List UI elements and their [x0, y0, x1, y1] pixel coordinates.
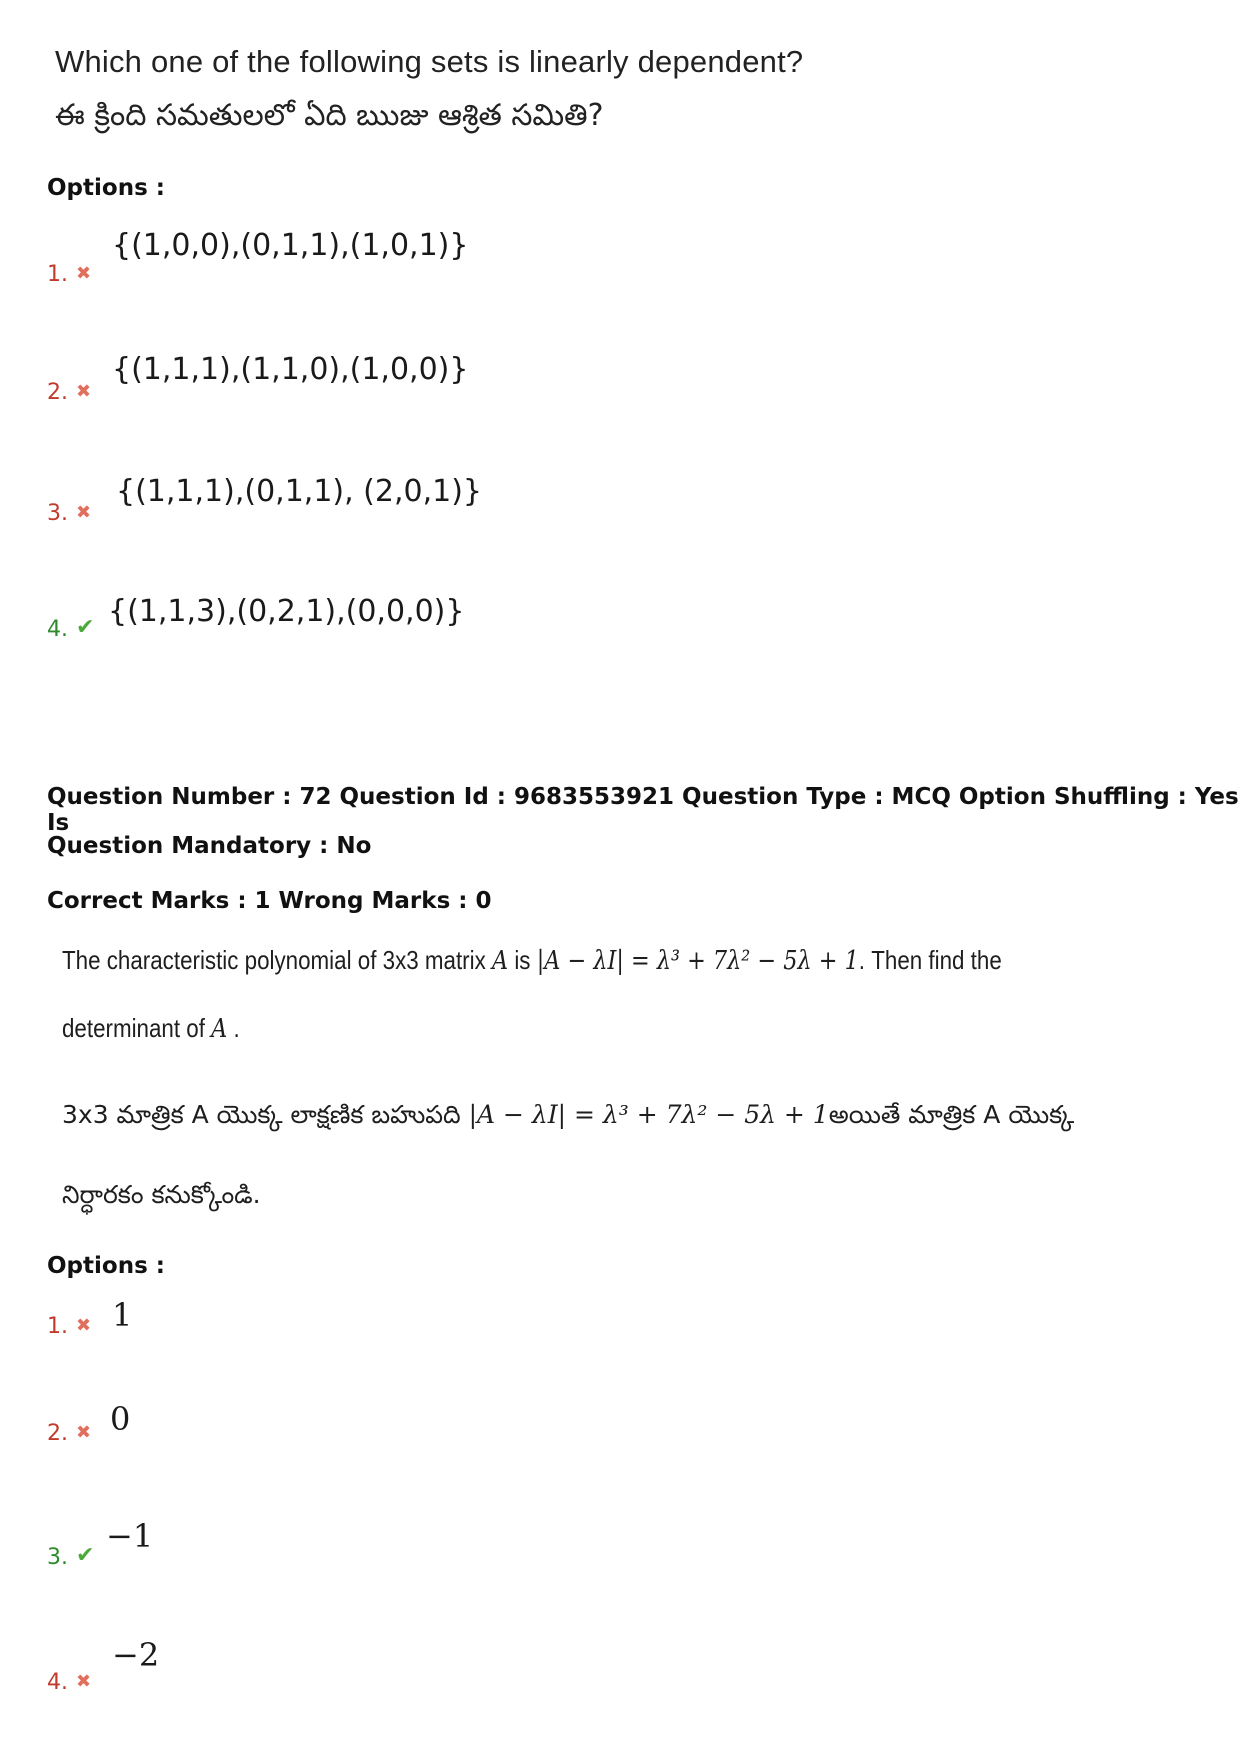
option-text: {(1,1,1),(0,1,1), (2,0,1)} [116, 474, 483, 509]
cross-icon: ✖ [76, 1315, 92, 1336]
option-row [47, 1543, 94, 1570]
option-number: 1. [47, 1314, 68, 1339]
cross-icon: ✖ [76, 502, 92, 523]
option-text: −2 [112, 1636, 160, 1674]
characteristic-equation: |A − λI| = λ³ + 7λ² − 5λ + 1 [468, 1100, 829, 1129]
option-row [47, 1421, 91, 1446]
option-row [47, 501, 91, 526]
math-variable: A [211, 1014, 228, 1044]
text-segment: అయితే మాత్రిక A యొక్క [828, 1100, 1075, 1129]
option-number: 4. [47, 1670, 68, 1695]
options-label: Options : [47, 1253, 165, 1279]
question-text-english-line2 [62, 1013, 240, 1044]
question-text-english-line1 [62, 945, 1002, 976]
option-row [47, 615, 94, 642]
text-segment: 3x3 మాత్రిక A యొక్క లాక్షణిక బహుపది [62, 1100, 469, 1129]
text-segment: The characteristic polynomial of 3x3 matrix [62, 945, 492, 975]
option-row [47, 380, 91, 405]
option-text: 1 [112, 1296, 133, 1334]
question-text-telugu-line2: నిర్ధారకం కనుక్కోండి. [62, 1180, 261, 1209]
option-text: {(1,1,1),(1,1,0),(1,0,0)} [112, 352, 469, 387]
question-meta: Question Number : 72 Question Id : 9683553921 Question Type : MCQ Option Shuffling : Yes Is [47, 784, 1239, 836]
option-row [47, 262, 91, 287]
question-text-telugu: ఈ క్రింది సమతులలో ఏది ఋజు ఆశ్రిత సమితి? [55, 98, 604, 133]
option-number: 3. [47, 501, 68, 526]
math-variable: A [491, 946, 509, 976]
option-number: 3. [47, 1545, 68, 1570]
option-text: 0 [110, 1400, 131, 1438]
cross-icon: ✖ [76, 263, 92, 284]
option-number: 2. [47, 1421, 68, 1446]
option-number: 1. [47, 262, 68, 287]
characteristic-equation: |A − λI| = λ³ + 7λ² − 5λ + 1 [536, 946, 859, 976]
question-mandatory: Question Mandatory : No [47, 833, 372, 859]
checkmark-icon: ✔ [76, 615, 95, 640]
option-row [47, 1670, 91, 1695]
text-segment: determinant of [62, 1013, 212, 1043]
cross-icon: ✖ [76, 1422, 92, 1443]
option-number: 2. [47, 380, 68, 405]
text-segment: . Then find the [858, 945, 1002, 975]
question-text-telugu-line1 [62, 1100, 1074, 1136]
option-text: {(1,1,3),(0,2,1),(0,0,0)} [108, 594, 465, 629]
checkmark-icon: ✔ [76, 1543, 95, 1568]
options-label: Options : [47, 175, 165, 201]
text-segment: . [227, 1013, 240, 1043]
question-text-english: Which one of the following sets is linearly dependent? [55, 44, 804, 79]
text-segment: is [508, 945, 537, 975]
option-number: 4. [47, 617, 68, 642]
cross-icon: ✖ [76, 381, 92, 402]
option-row [47, 1314, 91, 1339]
option-text: {(1,0,0),(0,1,1),(1,0,1)} [112, 228, 469, 263]
cross-icon: ✖ [76, 1671, 92, 1692]
option-text: −1 [106, 1517, 154, 1555]
question-marks: Correct Marks : 1 Wrong Marks : 0 [47, 888, 492, 914]
